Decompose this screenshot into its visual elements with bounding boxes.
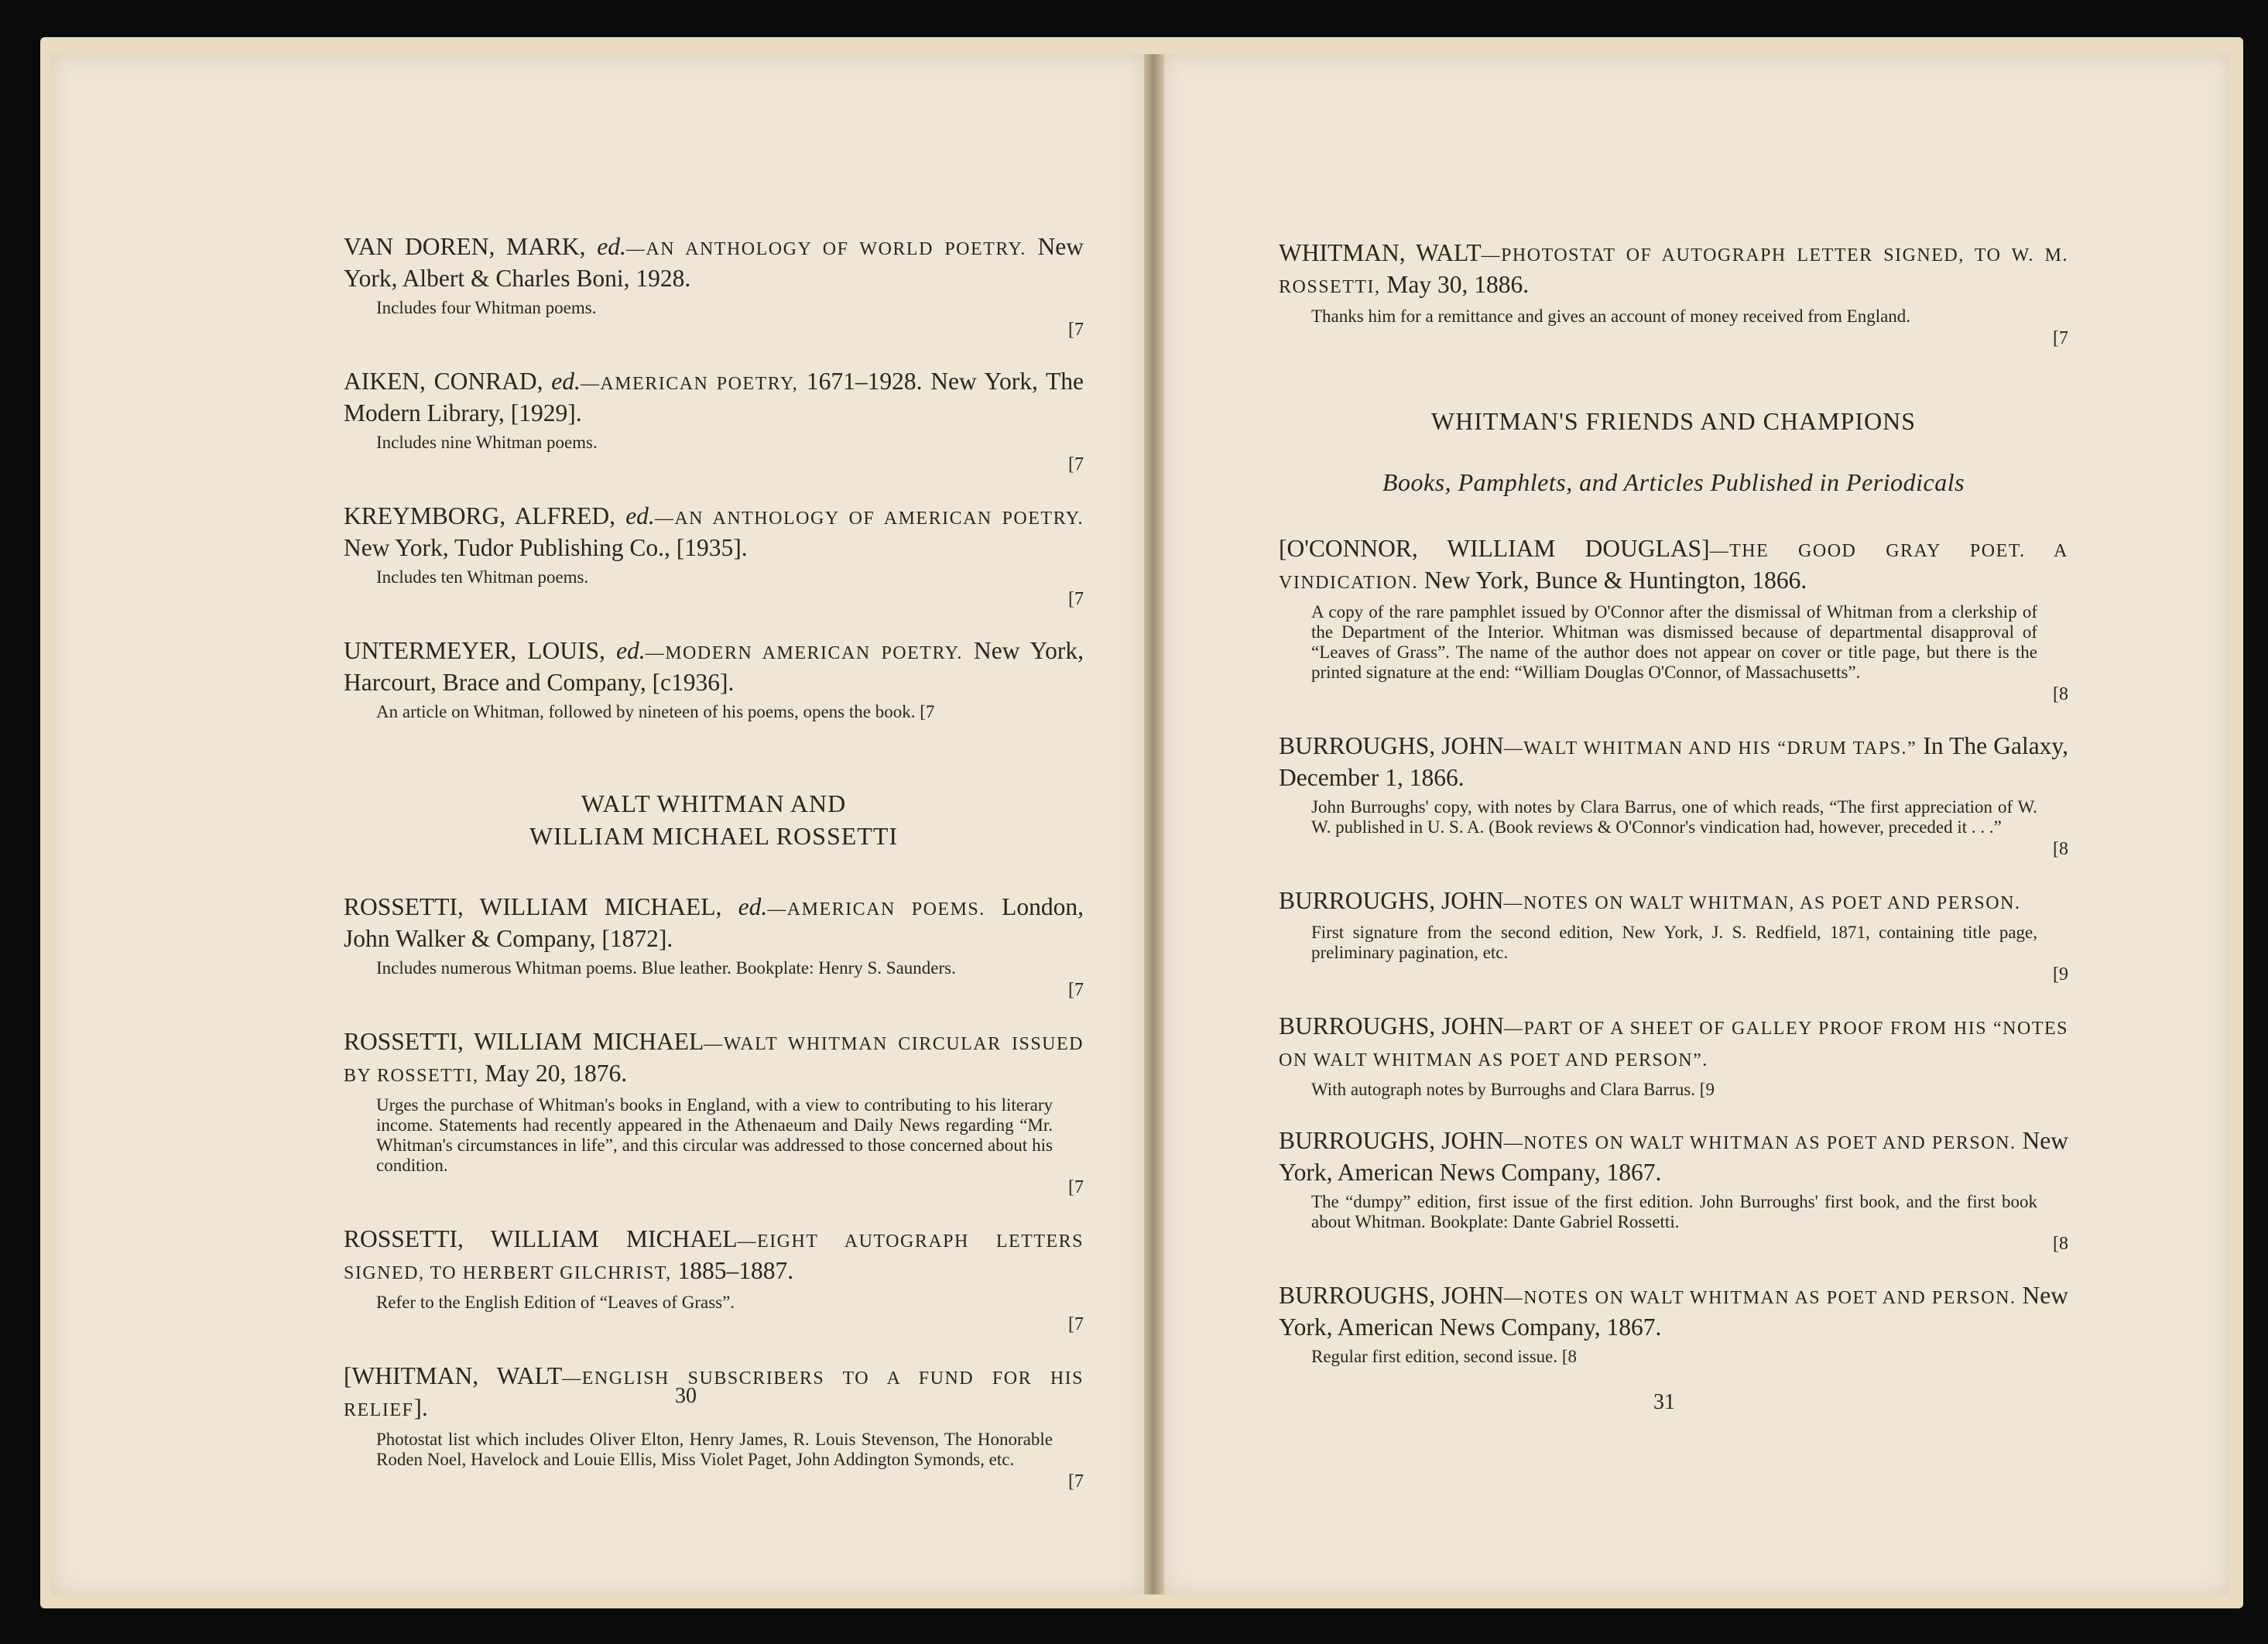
- entry: [1279, 731, 2068, 860]
- entry-reference: [8: [2053, 684, 2068, 704]
- entry-title: —NOTES ON WALT WHITMAN, AS POET AND PERSON.: [1503, 893, 2021, 913]
- book-gutter: [1144, 54, 1163, 1594]
- entry-note: John Burroughs' copy, with notes by Clara Barrus, one of which reads, “The first appreciation of W. W. published in U. S. A. (Book reviews & O'Connor's vindication had, however, preceded it . . .”: [1311, 797, 2037, 837]
- entry-title: —AMERICAN POEMS.: [767, 899, 985, 920]
- entry-note: First signature from the second edition, New York, J. S. Redfield, 1871, containing title page, preliminary pagination, etc.: [1311, 923, 2037, 962]
- entry: [1279, 1126, 2068, 1255]
- entry-title: —THE GOOD GRAY POET. A VINDICATION.: [1279, 541, 2068, 593]
- section-title-line: WALT WHITMAN AND: [581, 789, 847, 817]
- entry-author: BURROUGHS, JOHN: [1279, 887, 1504, 914]
- entry: [344, 367, 1084, 475]
- entry-publication: New York, American News Company, 1867.: [1279, 1282, 2068, 1341]
- entry: [344, 1361, 1084, 1492]
- page-number: 30: [675, 1384, 697, 1408]
- entry-publication: 1885–1887.: [671, 1257, 794, 1284]
- entry-publication: New York, Tudor Publishing Co., [1935].: [344, 534, 748, 561]
- entry: [344, 232, 1084, 341]
- entry-publication: New York, Harcourt, Brace and Company, [c1936].: [344, 637, 1084, 696]
- entry-note: Refer to the English Edition of “Leaves of Grass”.: [376, 1293, 735, 1312]
- entry-editor-mark: ed.: [597, 233, 626, 260]
- entry: [344, 892, 1084, 1001]
- entry-editor-mark: ed.: [551, 368, 581, 395]
- entry-reference: [7: [1068, 980, 1084, 1000]
- entry-reference: [7: [1068, 1471, 1084, 1492]
- entry-title: —AMERICAN POETRY,: [580, 374, 799, 394]
- entry-author: ROSSETTI, WILLIAM MICHAEL: [344, 1028, 704, 1055]
- entry-reference: [7: [2053, 328, 2068, 348]
- entry-author: VAN DOREN, MARK,: [344, 233, 598, 260]
- entry-author: ROSSETTI, WILLIAM MICHAEL,: [344, 893, 738, 920]
- entry-note: Photostat list which includes Oliver Elton, Henry James, R. Louis Stevenson, The Honorable Roden Noel, Havelock and Louie Ellis, Miss Violet Paget, John Addington Symonds, etc.: [376, 1430, 1053, 1469]
- entry-reference: [7: [1068, 320, 1084, 340]
- entry: [1279, 886, 2068, 985]
- entry: [344, 636, 1084, 722]
- entry-reference: [7: [1068, 454, 1084, 474]
- entry-title: —WALT WHITMAN AND HIS “DRUM TAPS.”: [1503, 738, 1917, 759]
- entry-title: —NOTES ON WALT WHITMAN AS POET AND PERSON.: [1503, 1133, 2016, 1153]
- entry-reference: [7: [1068, 1177, 1084, 1197]
- entry-note: Includes four Whitman poems.: [376, 298, 597, 317]
- entry: [344, 1224, 1084, 1335]
- right-column: [1279, 238, 2068, 1393]
- entry-note: Urges the purchase of Whitman's books in England, with a view to contributing to his literary income. Statements had recently appeared in the Athenaeum and Daily News regarding “Mr. Whitman's circumstances in life”, and this circular was addressed to those concerned about his condition.: [376, 1095, 1053, 1175]
- entry-reference: [8: [2053, 1234, 2068, 1254]
- entry: [1279, 1281, 2068, 1367]
- entry-note: Includes numerous Whitman poems. Blue leather. Bookplate: Henry S. Saunders.: [376, 958, 956, 978]
- entry-note: Regular first edition, second issue.: [1311, 1347, 1558, 1366]
- entry-author: WHITMAN, WALT: [1279, 239, 1482, 266]
- section-title: [344, 787, 1084, 852]
- entry-title: —NOTES ON WALT WHITMAN AS POET AND PERSON.: [1503, 1288, 2016, 1308]
- entry-reference: [7: [1068, 1314, 1084, 1334]
- section-title: WHITMAN'S FRIENDS AND CHAMPIONS: [1430, 407, 1917, 435]
- entry-publication: New York, Bunce & Huntington, 1866.: [1417, 567, 1807, 594]
- entry-title: —ENGLISH SUBSCRIBERS TO A FUND FOR HIS RELIEF: [344, 1368, 1084, 1420]
- entry-title: —WALT WHITMAN CIRCULAR ISSUED BY ROSSETTI,: [344, 1034, 1084, 1086]
- entry-author: ROSSETTI, WILLIAM MICHAEL: [344, 1225, 738, 1252]
- entry-title: —AN ANTHOLOGY OF WORLD POETRY.: [625, 239, 1026, 259]
- entry-title: —MODERN AMERICAN POETRY.: [645, 643, 963, 663]
- entry-publication: May 30, 1886.: [1380, 271, 1530, 298]
- right-page: [1163, 54, 2229, 1594]
- entry-publication: In The Galaxy, December 1, 1866.: [1279, 732, 2069, 791]
- entry-note: Includes nine Whitman poems.: [376, 433, 598, 452]
- entry-note: Thanks him for a remittance and gives an account of money received from England.: [1311, 307, 1911, 326]
- entry-editor-mark: ed.: [738, 893, 768, 920]
- entry: [344, 502, 1084, 610]
- entry-title: —PART OF A SHEET OF GALLEY PROOF FROM HIS “NOTES ON WALT WHITMAN AS POET AND PERSON”.: [1279, 1019, 2068, 1070]
- entry-note: Includes ten Whitman poems.: [376, 567, 589, 587]
- entry-publication: London, John Walker & Company, [1872].: [344, 893, 1084, 952]
- open-book: [40, 37, 2243, 1608]
- entry-reference: [7: [1068, 589, 1084, 609]
- entry-note: A copy of the rare pamphlet issued by O'Connor after the dismissal of Whitman from a clerkship of the Department of the Interior. Whitman was dismissed because of departmental disapproval of “Leaves of Grass”. The name of the author does not appear on cover or title page, but there is the printed signature at the end: “William Douglas O'Connor, of Massachusetts”.: [1311, 602, 2037, 682]
- entry-publication: New York, American News Company, 1867.: [1279, 1127, 2068, 1186]
- entry-note: An article on Whitman, followed by nineteen of his poems, opens the book.: [376, 702, 916, 721]
- entry-reference: [8: [1561, 1347, 1578, 1366]
- left-page: [51, 54, 1146, 1594]
- entry-title: —EIGHT AUTOGRAPH LETTERS SIGNED, TO HERBERT GILCHRIST,: [344, 1231, 1084, 1283]
- entry-editor-mark: ed.: [625, 502, 655, 529]
- entry-author: AIKEN, CONRAD,: [344, 368, 552, 395]
- entry: [1279, 534, 2068, 705]
- entry: [1279, 238, 2068, 349]
- entry-author: [O'CONNOR, WILLIAM DOUGLAS]: [1279, 535, 1710, 562]
- entry-author: KREYMBORG, ALFRED,: [344, 502, 626, 529]
- entry-publication: ].: [413, 1394, 428, 1421]
- entry-title: —AN ANTHOLOGY OF AMERICAN POETRY.: [654, 509, 1084, 529]
- entry-reference: [8: [2053, 839, 2068, 859]
- section-subtitle: Books, Pamphlets, and Articles Published in Periodicals: [1382, 468, 1965, 496]
- entry-reference: [7: [920, 702, 935, 721]
- entry-reference: [9: [2053, 964, 2068, 985]
- entry-title: —PHOTOSTAT OF AUTOGRAPH LETTER SIGNED, TO W. M. ROSSETTI,: [1279, 245, 2068, 297]
- entry-author: BURROUGHS, JOHN: [1279, 732, 1504, 759]
- entry-author: [WHITMAN, WALT: [344, 1362, 563, 1389]
- entry-publication: 1671–1928. New York, The Modern Library, [1929].: [344, 368, 1084, 426]
- entry-author: BURROUGHS, JOHN: [1279, 1282, 1504, 1309]
- entry-reference: [9: [1699, 1080, 1715, 1099]
- entry-editor-mark: ed.: [616, 637, 646, 664]
- entry-author: BURROUGHS, JOHN: [1279, 1012, 1505, 1039]
- entry: [344, 1027, 1084, 1198]
- entry-note: With autograph notes by Burroughs and Clara Barrus.: [1311, 1080, 1696, 1099]
- entry-publication: New York, Albert & Charles Boni, 1928.: [344, 233, 1084, 292]
- entry-publication: May 20, 1876.: [478, 1060, 628, 1087]
- left-column: [344, 232, 1084, 1519]
- section-title-line: WILLIAM MICHAEL ROSSETTI: [529, 822, 899, 850]
- entry-author: UNTERMEYER, LOUIS,: [344, 637, 617, 664]
- entry: [1279, 1012, 2068, 1100]
- page-number: 31: [1653, 1390, 1675, 1414]
- entry-note: The “dumpy” edition, first issue of the first edition. John Burroughs' first book, and the first book about Whitman. Bookplate: Dante Gabriel Rossetti.: [1311, 1192, 2037, 1231]
- entry-author: BURROUGHS, JOHN: [1279, 1127, 1504, 1154]
